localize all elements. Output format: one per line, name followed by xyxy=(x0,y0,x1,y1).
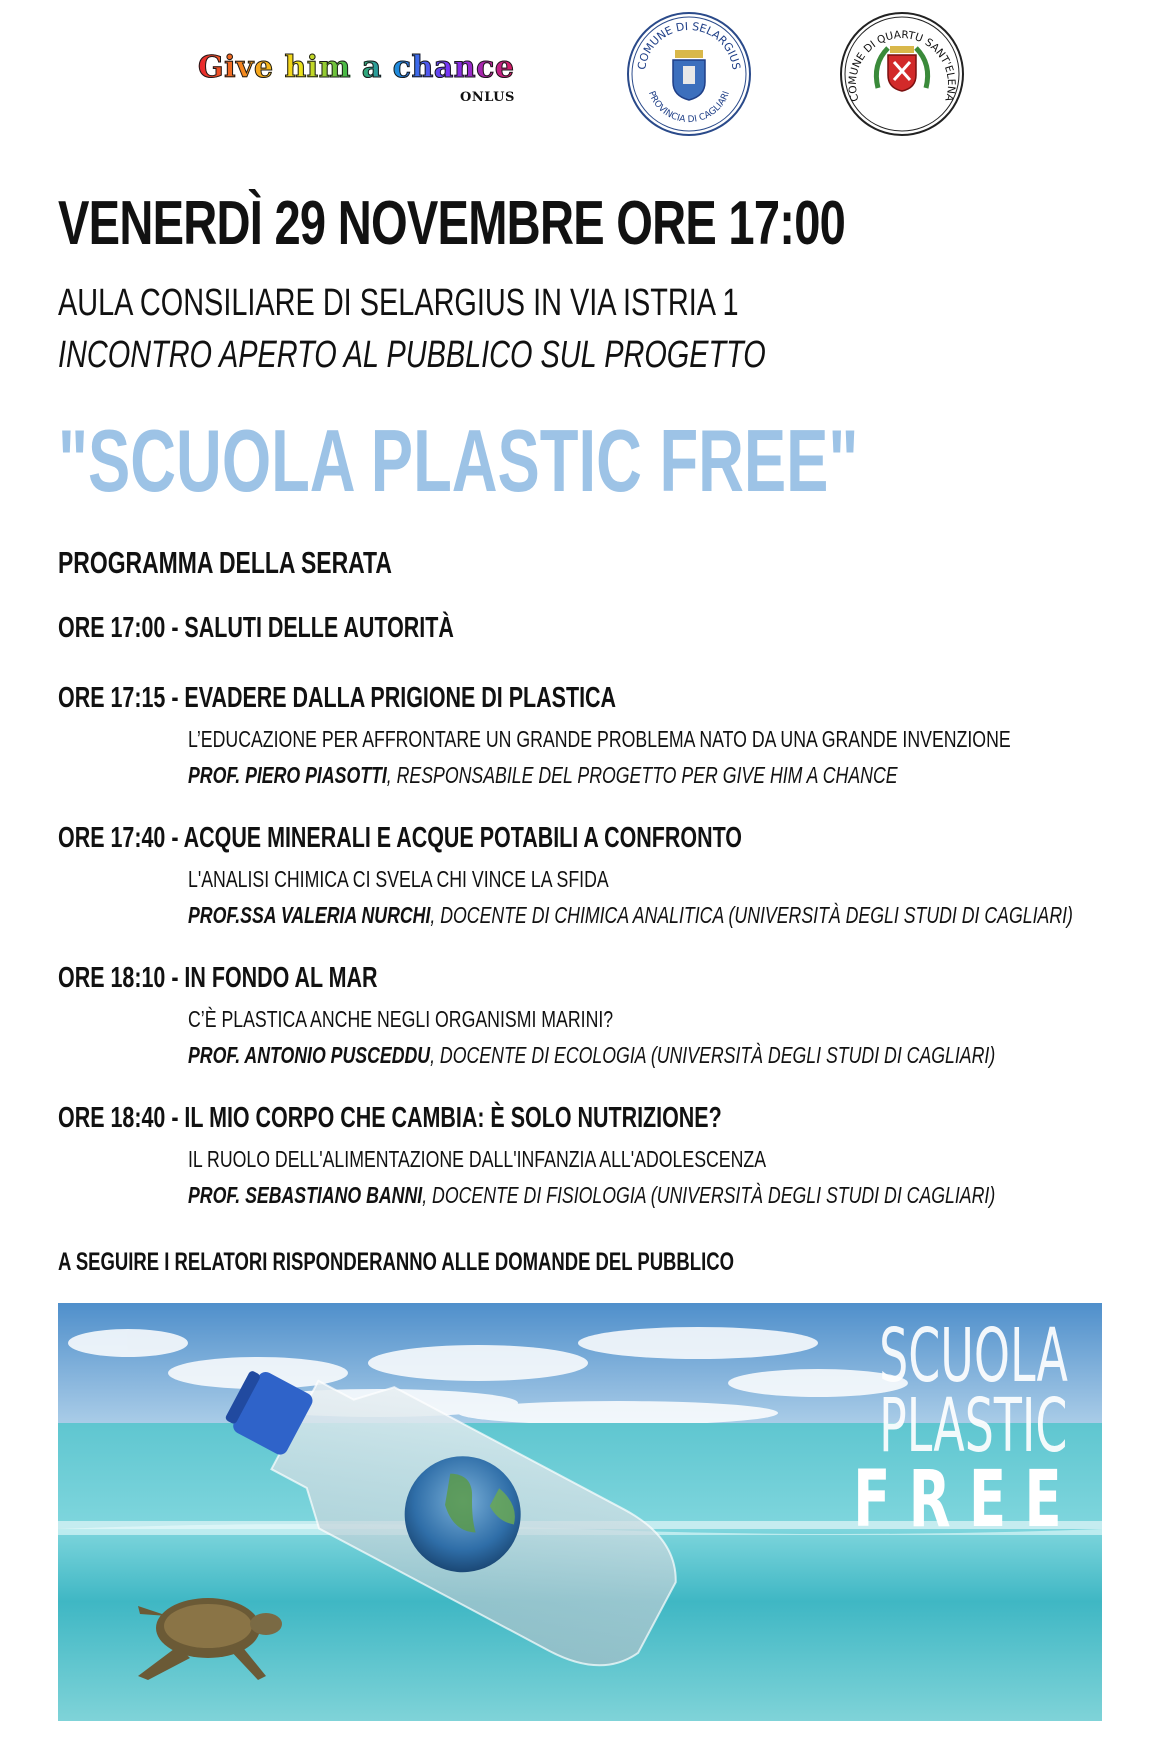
speaker-role: , RESPONSABILE DEL PROGETTO PER GIVE HIM A CHANCE xyxy=(386,762,898,788)
selargius-seal-logo xyxy=(625,10,753,138)
speaker-name: PROF. PIERO PIASOTTI xyxy=(188,762,387,788)
slot-subtitle: L'ANALISI CHIMICA CI SVELA CHI VINCE LA SFIDA xyxy=(188,866,609,892)
hero-caption-line2: PLASTIC xyxy=(879,1383,1068,1469)
seal-quartu-text: COMUNE DI QUARTU SANT'ELENA xyxy=(846,28,958,103)
seal-selargius-bottom-text: PROVINCIA DI CAGLIARI xyxy=(645,89,733,126)
event-date-time: VENERDÌ 29 NOVEMBRE ORE 17:00 xyxy=(58,189,846,258)
hero-caption xyxy=(756,1313,1080,1545)
program-slot xyxy=(58,822,1073,928)
project-title: "SCUOLA PLASTIC FREE" xyxy=(58,411,859,510)
program-slot xyxy=(58,962,996,1068)
slot-time-title: ORE 17:00 - SALUTI DELLE AUTORITÀ xyxy=(58,612,454,644)
program-slot xyxy=(58,1102,996,1208)
quartu-seal-logo xyxy=(838,10,966,138)
program-slot xyxy=(58,612,593,645)
give-him-a-chance-logo xyxy=(198,50,515,105)
speaker-role: , DOCENTE DI CHIMICA ANALITICA (UNIVERSITÀ DEGLI STUDI DI CAGLIARI) xyxy=(430,902,1073,928)
closing-note: A SEGUIRE I RELATORI RISPONDERANNO ALLE DOMANDE DEL PUBBLICO xyxy=(58,1248,734,1276)
program-slot xyxy=(58,682,1011,788)
logo-brand-text: Give him a chance xyxy=(198,50,515,85)
seal-selargius-top-text: COMUNE DI SELARGIUS xyxy=(635,19,743,71)
program-heading: PROGRAMMA DELLA SERATA xyxy=(58,545,392,580)
slot-subtitle: C’È PLASTICA ANCHE NEGLI ORGANISMI MARINI? xyxy=(188,1006,614,1032)
event-venue: AULA CONSILIARE DI SELARGIUS IN VIA ISTRIA 1 xyxy=(58,282,739,324)
slot-time-title: ORE 18:10 - IN FONDO AL MAR xyxy=(58,962,378,994)
slot-time-title: ORE 17:15 - EVADERE DALLA PRIGIONE DI PLASTICA xyxy=(58,682,617,714)
slot-subtitle: IL RUOLO DELL'ALIMENTAZIONE DALL'INFANZIA ALL'ADOLESCENZA xyxy=(188,1146,767,1172)
hero-caption-line1: SCUOLA xyxy=(879,1313,1069,1399)
slot-speaker xyxy=(188,1042,1149,1069)
speaker-name: PROF.SSA VALERIA NURCHI xyxy=(188,902,431,928)
speaker-role: , DOCENTE DI FISIOLOGIA (UNIVERSITÀ DEGLI STUDI DI CAGLIARI) xyxy=(422,1182,996,1208)
logo-onlus-text: ONLUS xyxy=(460,90,515,105)
speaker-name: PROF. SEBASTIANO BANNI xyxy=(188,1182,423,1208)
speaker-name: PROF. ANTONIO PUSCEDDU xyxy=(188,1042,431,1068)
slot-speaker xyxy=(188,762,1109,789)
speaker-role: , DOCENTE DI ECOLOGIA (UNIVERSITÀ DEGLI STUDI DI CAGLIARI) xyxy=(430,1042,996,1068)
slot-speaker xyxy=(188,1182,1149,1209)
slot-time-title: ORE 17:40 - ACQUE MINERALI E ACQUE POTABILI A CONFRONTO xyxy=(58,822,742,854)
slot-time-title: ORE 18:40 - IL MIO CORPO CHE CAMBIA: È SOLO NUTRIZIONE? xyxy=(58,1102,722,1134)
hero-caption-line3: FREE xyxy=(853,1455,1080,1545)
slot-speaker xyxy=(188,902,1149,929)
hero-image xyxy=(58,1303,1102,1721)
slot-subtitle: L’EDUCAZIONE PER AFFRONTARE UN GRANDE PROBLEMA NATO DA UNA GRANDE INVENZIONE xyxy=(188,726,1011,752)
event-meeting-note: INCONTRO APERTO AL PUBBLICO SUL PROGETTO xyxy=(58,334,766,376)
